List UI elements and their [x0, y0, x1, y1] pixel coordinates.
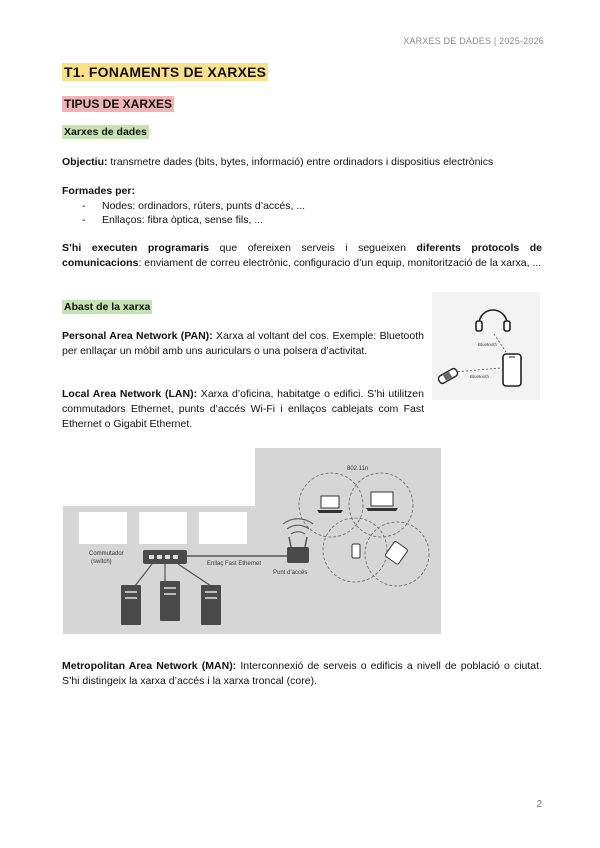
formed-list: [82, 199, 542, 227]
objective-label: Objectiu:: [62, 156, 108, 168]
programs-text-2: : enviament de correu electrònic, configuracio d’un equip, monitorització de la xarxa, ...: [138, 257, 542, 269]
switch-label-2: (switch): [91, 559, 112, 565]
programs-bold-1: S’hi executen programaris: [62, 242, 210, 254]
formed-block: [62, 184, 542, 227]
section-heading: TIPUS DE XARXES: [64, 97, 173, 111]
computer-icon: [79, 512, 127, 544]
lan-diagram: [63, 448, 441, 634]
man-paragraph: [62, 659, 542, 689]
subheading-abast: Abast de la xarxa: [64, 301, 151, 313]
phone-icon: [352, 544, 360, 558]
page-number: 2: [536, 799, 542, 810]
bt-label-2: Bluetooth: [470, 374, 490, 379]
diagram-white-notch: [63, 448, 255, 506]
programs-text-1: que ofereixen serveis i segueixen: [209, 242, 417, 254]
pan-label: Personal Area Network (PAN):: [62, 330, 213, 342]
laptop-icon: [366, 492, 398, 511]
objective-paragraph: [62, 155, 542, 170]
pan-text: Xarxa al voltant del cos. Exemple: Bluetooth per enllaçar un mòbil amb uns auriculars o una polsera d’activitat.: [62, 330, 424, 357]
bt-label-1: Bluetooth: [478, 342, 498, 347]
pan-paragraph: [62, 329, 424, 359]
programs-paragraph: [62, 241, 542, 271]
link-label: Enllaç Fast Ethernet: [207, 561, 262, 567]
page-header: XARXES DE DADES | 2025-2026: [403, 36, 544, 46]
programs-bold-2: diferents protocols de comunicacions: [62, 242, 542, 269]
list-item: - Nodes: ordinadors, rúters, punts d’accés, ...: [82, 199, 542, 213]
computers: [79, 512, 247, 544]
man-text: Interconnexió de serveis o edificis a nivell de població o ciutat. S’hi distingeix la xarxa d’accés i la xarxa troncal (core).: [62, 660, 542, 687]
subheading-xarxes-dades: Xarxes de dades: [64, 126, 147, 138]
ap-label: Punt d’accés: [273, 570, 308, 576]
laptop-icon: [317, 496, 343, 513]
lan-paragraph: [62, 387, 424, 432]
list-item: - Enllaços: fibra òptica, sense fils, ...: [82, 213, 542, 227]
pan-figure: [432, 292, 540, 400]
switch-label-1: Commutador: [89, 551, 124, 557]
man-label: Metropolitan Area Network (MAN):: [62, 660, 237, 672]
wifi-label: 802.11n: [347, 466, 369, 472]
formed-label: Formades per:: [62, 185, 135, 197]
phone-icon: [503, 354, 521, 386]
lan-label: Local Area Network (LAN):: [62, 388, 198, 400]
computer-icon: [139, 512, 187, 544]
objective-text: transmetre dades (bits, bytes, informació) entre ordinadors i dispositius electrònics: [107, 156, 494, 168]
page-title: T1. FONAMENTS DE XARXES: [64, 64, 267, 80]
computer-icon: [199, 512, 247, 544]
lan-text: Xarxa d’oficina, habitatge o edifici. S’hi utilitzen commutadors Ethernet, punts d’accés Wi-Fi i enllaços cablejats com Fast Ethernet o Gigabit Ethernet.: [62, 388, 424, 430]
